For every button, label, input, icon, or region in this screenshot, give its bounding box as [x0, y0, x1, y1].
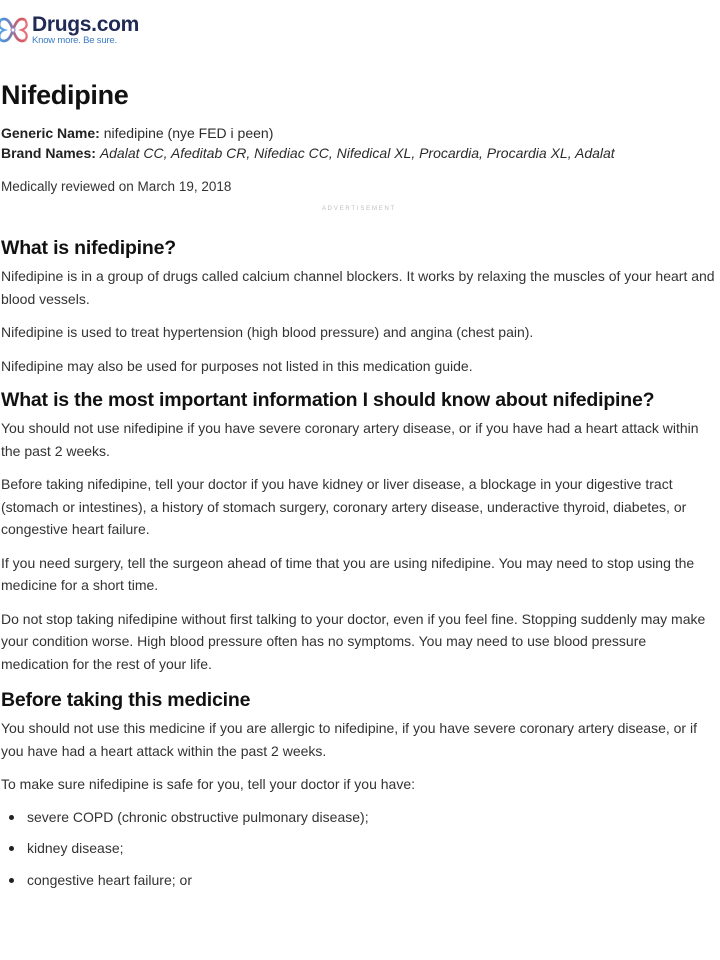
brand-names-label: Brand Names: [1, 145, 96, 161]
list-item [1, 869, 717, 891]
bullet-icon [9, 815, 14, 820]
section-important-info [1, 387, 717, 675]
generic-name-label: Generic Name: [1, 125, 100, 141]
bullet-icon [9, 846, 14, 851]
paragraph: Before taking nifedipine, tell your doctor if you have kidney or liver disease, a blockage in your digestive tract (stomach or intestines), a history of stomach surgery, coronary artery disease, underactive thyroid, diabetes, or congestive heart failure. [1, 476, 687, 537]
paragraph: Nifedipine may also be used for purposes not listed in this medication guide. [1, 357, 473, 374]
brand-names-value: Adalat CC, Afeditab CR, Nifediac CC, Nifedical XL, Procardia, Procardia XL, Adalat [99, 145, 615, 161]
paragraph: Do not stop taking nifedipine without first talking to your doctor, even if you feel fine. Stopping suddenly may make your condition worse. High blood pressure often has no symptoms. You may need to use blood pressure medication for the rest of your life. [1, 610, 706, 672]
site-header [0, 8, 139, 52]
logo-tagline: Know more. Be sure. [32, 35, 117, 47]
condition-list [1, 806, 717, 891]
brand-names-line [1, 143, 717, 163]
list-item-text: kidney disease; [27, 840, 124, 856]
paragraph: Nifedipine is used to treat hypertension (high blood pressure) and angina (chest pain). [1, 324, 534, 340]
bullet-icon [9, 878, 14, 883]
drugs-com-knot-icon [0, 13, 30, 47]
article [1, 78, 717, 900]
section-what-is [1, 235, 717, 377]
list-item [1, 806, 717, 828]
paragraph: To make sure nifedipine is safe for you, tell your doctor if you have: [1, 776, 415, 792]
logo-link[interactable] [0, 13, 139, 47]
logo-name: Drugs.com [32, 13, 139, 37]
review-date: Medically reviewed on March 19, 2018 [1, 179, 232, 194]
section-heading: Before taking this medicine [1, 689, 251, 711]
generic-name-line [1, 123, 717, 143]
paragraph: You should not use nifedipine if you have severe coronary artery disease, or if you have had a heart attack within the past 2 weeks. [1, 420, 699, 459]
page-title: Nifedipine [1, 80, 129, 110]
paragraph: You should not use this medicine if you are allergic to nifedipine, if you have severe coronary artery disease, or if you have had a heart attack within the past 2 weeks. [1, 720, 697, 759]
section-heading: What is nifedipine? [1, 237, 176, 259]
advertisement-label: ADVERTISEMENT [321, 206, 397, 212]
section-before-taking [1, 687, 717, 891]
list-item-text: congestive heart failure; or [27, 871, 192, 888]
paragraph: If you need surgery, tell the surgeon ahead of time that you are using nifedipine. You may need to stop using the medicine for a short time. [1, 554, 695, 593]
list-item [1, 837, 717, 859]
generic-name-value: nifedipine (nye FED i peen) [103, 125, 274, 141]
section-heading: What is the most important information I should know about nifedipine? [1, 389, 655, 411]
paragraph: Nifedipine is in a group of drugs called calcium channel blockers. It works by relaxing the muscles of your heart and blood vessels. [1, 268, 715, 307]
list-item-text: severe COPD (chronic obstructive pulmonary disease); [27, 808, 369, 825]
